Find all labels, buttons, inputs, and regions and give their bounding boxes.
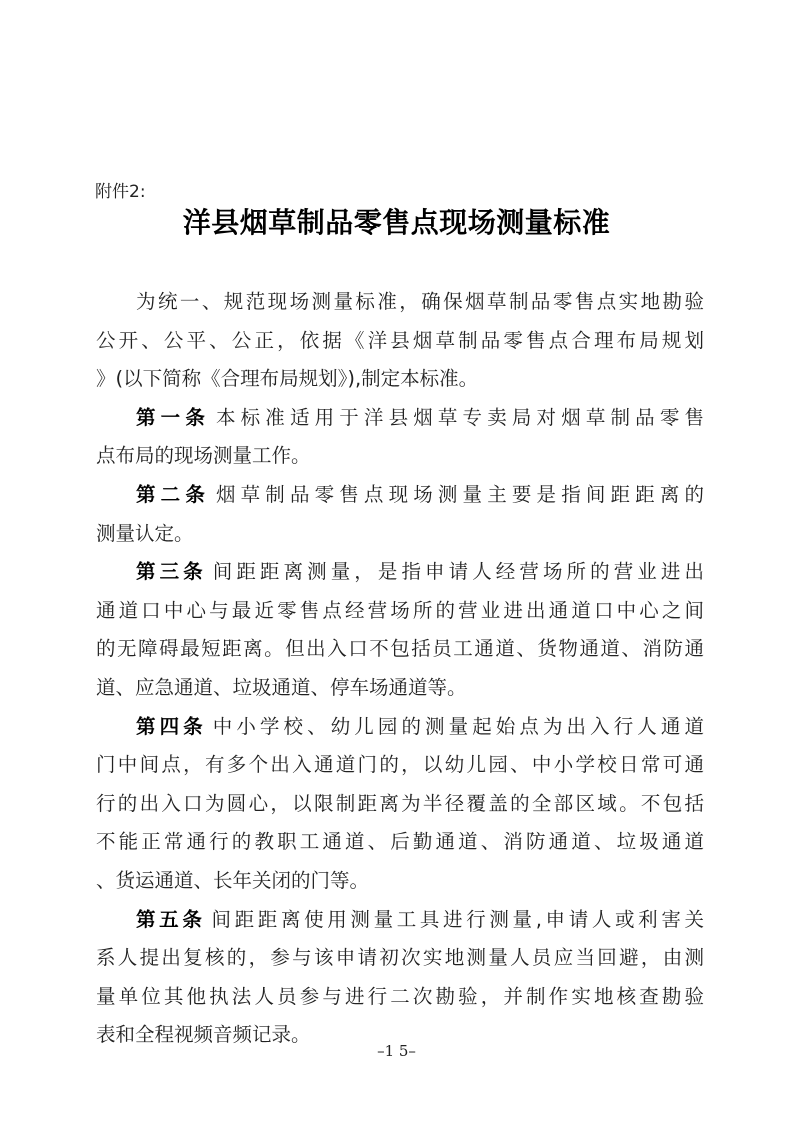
article-line: 道、应急通道、垃圾通道、停车场通道等。 — [96, 675, 467, 699]
article-1-first-line — [96, 399, 704, 438]
article-line: 系人提出复核的，参与该申请初次实地测量人员应当回避，由测 — [96, 946, 704, 970]
article-line: 不能正常通行的教职工通道、后勤通道、消防通道、垃圾通道 — [96, 830, 704, 854]
article-4-text: 中小学校、幼儿园的测量起始点为出入行人通道 — [212, 714, 704, 738]
article-line: 量单位其他执法人员参与进行二次勘验，并制作实地核查勘验 — [96, 984, 704, 1008]
preamble-line: 公开、公平、公正，依据《洋县烟草制品零售点合理布局规划 — [96, 328, 704, 352]
article-line: 行的出入口为圆心，以限制距离为半径覆盖的全部区域。不包括 — [96, 791, 704, 815]
article-1-text: 本标准适用于洋县烟草专卖局对烟草制品零售 — [215, 405, 704, 429]
page-number: –1 5– — [377, 1042, 416, 1060]
article-3-first-line — [96, 553, 704, 592]
article-line: 、货运通道、长年关闭的门等。 — [96, 868, 370, 892]
article-2-first-line — [96, 476, 704, 515]
article-2-text: 烟草制品零售点现场测量主要是指间距距离的 — [215, 482, 704, 506]
article-5-label: 第五条 — [136, 907, 206, 931]
article-line: 通道口中心与最近零售点经营场所的营业进出通道口中心之间 — [96, 598, 704, 622]
article-4-label: 第四条 — [136, 714, 207, 738]
article-line: 表和全程视频音频记录。 — [96, 1023, 311, 1047]
article-4-first-line — [96, 708, 704, 747]
article-line: 门中间点，有多个出入通道门的，以幼儿园、中小学校日常可通 — [96, 753, 704, 777]
preamble-line: 为统一、规范现场测量标准，确保烟草制品零售点实地勘验 — [136, 290, 704, 313]
article-line: 测量认定。 — [96, 521, 194, 545]
article-line: 的无障碍最短距离。但出入口不包括员工通道、货物通道、消防通 — [96, 637, 704, 661]
preamble-line: 》(以下简称《合理布局规划》),制定本标准。 — [96, 367, 479, 391]
document-title: 洋县烟草制品零售点现场测量标准 — [182, 206, 611, 239]
article-3-label: 第三条 — [136, 560, 207, 584]
article-3-text: 间距距离测量，是指申请人经营场所的营业进出 — [212, 560, 704, 584]
article-2-label: 第二条 — [136, 482, 210, 506]
attachment-label: 附件2: — [95, 182, 146, 202]
document-body — [96, 283, 704, 1055]
article-5-first-line — [96, 901, 704, 940]
article-5-text: 间距距离使用测量工具进行测量,申请人或利害关 — [211, 907, 704, 931]
article-1-label: 第一条 — [136, 405, 210, 429]
article-line: 点布局的现场测量工作。 — [96, 444, 311, 468]
